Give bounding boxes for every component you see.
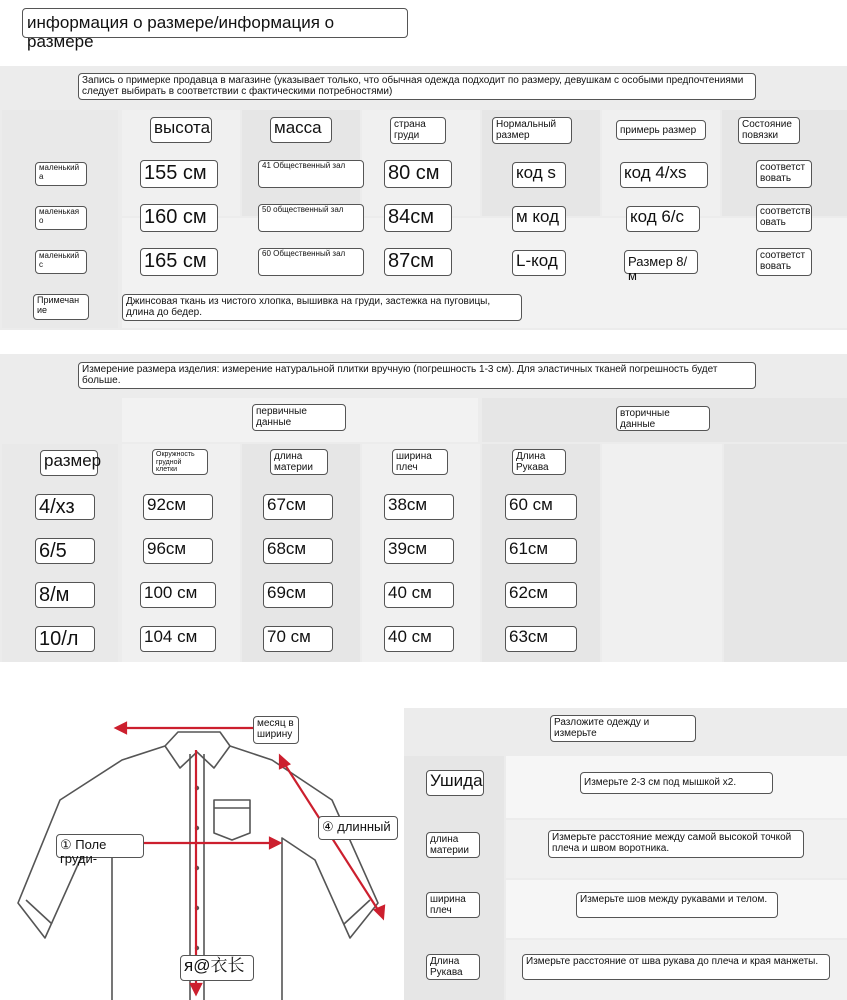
- length-label: ④ длинный: [318, 816, 398, 840]
- measure-size: 6/5: [35, 538, 95, 564]
- shoulder-width-label: месяц в ширину: [253, 716, 299, 744]
- fitting-try: код 6/с: [626, 206, 700, 232]
- fitting-chest: 84см: [384, 204, 452, 232]
- measure-shoulder: 40 см: [384, 582, 454, 608]
- fitting-weight: 50 общественный зал: [258, 204, 364, 232]
- remark-label: Примечан ие: [33, 294, 89, 320]
- fitting-table: [0, 66, 847, 330]
- guide-item-name: длина материи: [426, 832, 480, 858]
- fitting-normal: код s: [512, 162, 566, 188]
- measure-header-size: размер: [40, 450, 98, 476]
- guide-item-name: Ушида: [426, 770, 484, 796]
- measure-header-length: длина материи: [270, 449, 328, 475]
- measure-shoulder: 39см: [384, 538, 454, 564]
- guide-item-desc: Измерьте расстояние от шва рукава до плеча и края манжеты.: [522, 954, 830, 980]
- measure-size: 8/м: [35, 582, 95, 608]
- measure-shoulder: 38см: [384, 494, 454, 520]
- fitting-chest: 87см: [384, 248, 452, 276]
- fitting-row-label: маленький с: [35, 250, 87, 274]
- fitting-header-normal: Нормальный размер: [492, 117, 572, 144]
- fitting-state: соответств овать: [756, 204, 812, 232]
- page-title: информация о размере/информация о размере: [22, 8, 408, 38]
- guide-item-name: Длина Рукава: [426, 954, 480, 980]
- fitting-header-state: Состояние повязки: [738, 117, 800, 144]
- measure-sleeve: 60 см: [505, 494, 577, 520]
- measure-header-shoulder: ширина плеч: [392, 449, 448, 475]
- group-secondary: вторичные данные: [616, 406, 710, 431]
- chest-label: ① Поле груди-: [56, 834, 144, 858]
- fitting-height: 165 см: [140, 248, 218, 276]
- fitting-state: соответст вовать: [756, 248, 812, 276]
- fitting-try: код 4/xs: [620, 162, 708, 188]
- measure-note: Измерение размера изделия: измерение натуральной плитки вручную (погрешность 1-3 см). Для эластичных тканей погрешность будет больше.: [78, 362, 756, 389]
- measure-size: 4/хз: [35, 494, 95, 520]
- measure-length: 68см: [263, 538, 333, 564]
- fitting-header-height: высота: [150, 117, 212, 143]
- watermark: я@衣长: [180, 955, 254, 981]
- fitting-normal: L-код: [512, 250, 566, 276]
- guide-title: Разложите одежду и измерьте: [550, 715, 696, 742]
- guide-item-desc: Измерьте расстояние между самой высокой точкой плеча и швом воротника.: [548, 830, 804, 858]
- measure-length: 69см: [263, 582, 333, 608]
- group-primary: первичные данные: [252, 404, 346, 431]
- fitting-note: Запись о примерке продавца в магазине (указывает только, что обычная одежда подходит по размеру, девушкам с особыми предпочтениями следует выбирать в соответствии с фактическими потребностями): [78, 73, 756, 100]
- fitting-height: 160 см: [140, 204, 218, 232]
- fitting-chest: 80 см: [384, 160, 452, 188]
- fitting-state: соответст вовать: [756, 160, 812, 188]
- guide-item-desc: Измерьте шов между рукавами и телом.: [576, 892, 778, 918]
- measure-chest: 100 см: [140, 582, 216, 608]
- measure-length: 67см: [263, 494, 333, 520]
- fitting-row-label: маленький а: [35, 162, 87, 186]
- measure-chest: 92см: [143, 494, 213, 520]
- fitting-header-weight: масса: [270, 117, 332, 143]
- fitting-weight: 60 Общественный зал: [258, 248, 364, 276]
- measure-sleeve: 62см: [505, 582, 577, 608]
- fitting-header-try: примерь размер: [616, 120, 706, 140]
- measure-sleeve: 63см: [505, 626, 577, 652]
- measure-chest: 96см: [143, 538, 213, 564]
- measure-sleeve: 61см: [505, 538, 577, 564]
- measure-shoulder: 40 см: [384, 626, 454, 652]
- fitting-row-label: маленькая о: [35, 206, 87, 230]
- measure-header-sleeve: Длина Рукава: [512, 449, 566, 475]
- measure-length: 70 см: [263, 626, 333, 652]
- remark-text: Джинсовая ткань из чистого хлопка, вышивка на груди, застежка на пуговицы, длина до бедер.: [122, 294, 522, 321]
- fitting-weight: 41 Общественный зал: [258, 160, 364, 188]
- fitting-try: Размер 8/м: [624, 250, 698, 274]
- fitting-header-chest: страна груди: [390, 117, 446, 144]
- measure-header-chest: Окружность грудной клетки: [152, 449, 208, 475]
- fitting-height: 155 см: [140, 160, 218, 188]
- guide-item-desc: Измерьте 2-3 см под мышкой x2.: [580, 772, 773, 794]
- measure-size: 10/л: [35, 626, 95, 652]
- measure-chest: 104 см: [140, 626, 216, 652]
- fitting-normal: м код: [512, 206, 566, 232]
- guide-item-name: ширина плеч: [426, 892, 480, 918]
